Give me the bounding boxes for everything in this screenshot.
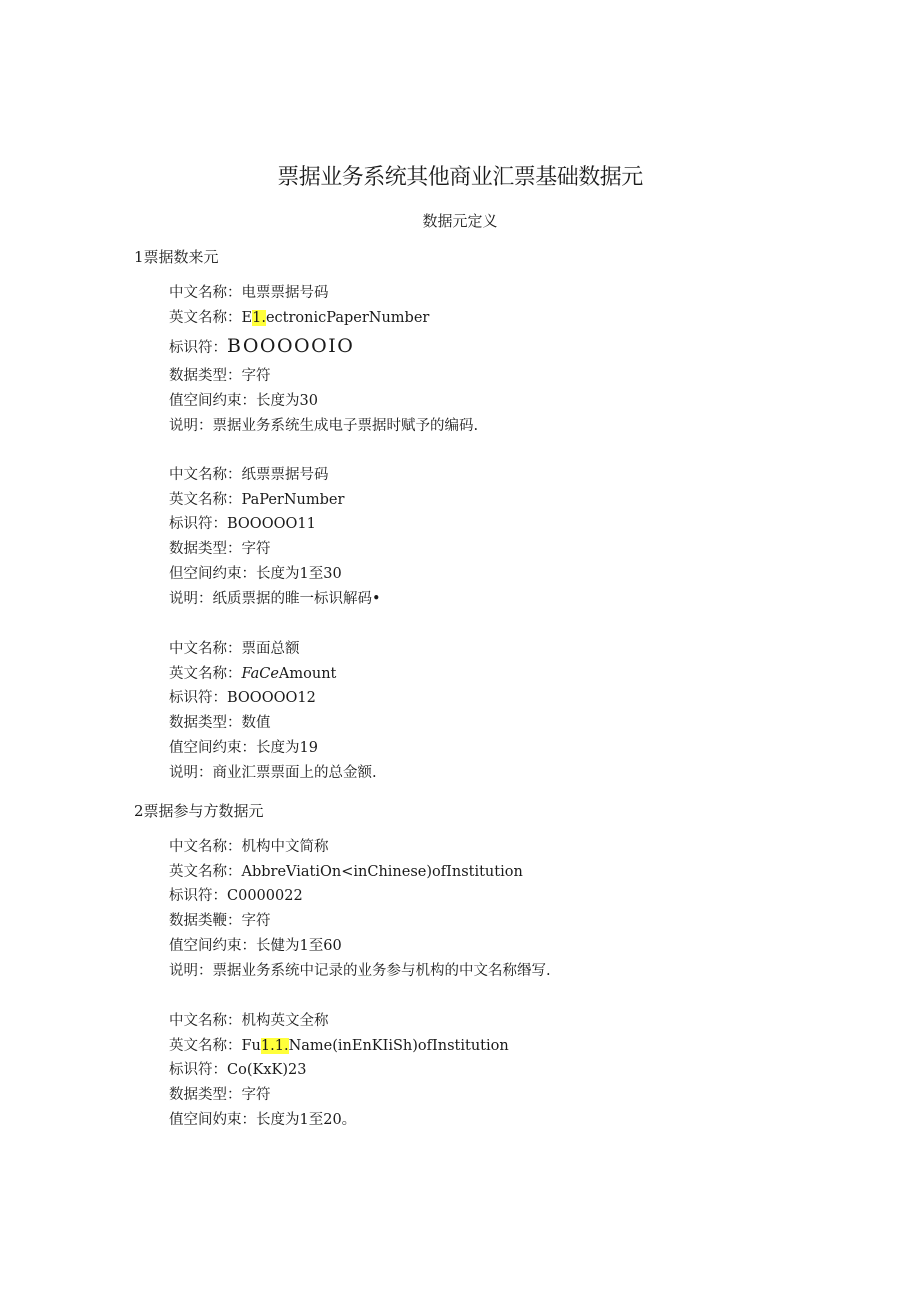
field-value: 机构英文全称 <box>241 1013 329 1029</box>
field-label: 中文名称： <box>169 467 242 483</box>
english-name-row <box>169 860 551 885</box>
field-value: 数值 <box>241 715 271 732</box>
field-label: 中文名称： <box>169 641 242 657</box>
field-label: 说明： <box>169 962 213 979</box>
english-name-row <box>169 662 377 687</box>
highlighted-text: 1. <box>252 309 266 326</box>
field-value: 字符 <box>241 1087 271 1104</box>
field-value: 长健为1至60 <box>256 937 342 954</box>
field-value: Fu <box>241 1037 261 1054</box>
data-element-entry <box>169 1009 509 1133</box>
field-value: 纸质票据的睢一标识解码• <box>212 590 381 607</box>
field-value: Name(inEnKIiSh)ofInstitution <box>288 1037 509 1054</box>
field-value: BOOOOOIO <box>227 335 355 358</box>
field-label: 值空间约束： <box>169 393 256 410</box>
data-type-row <box>169 1083 509 1108</box>
field-label: 但空间约束： <box>169 565 256 582</box>
field-label: 数据类型： <box>169 541 242 558</box>
field-value: BOOOOO12 <box>227 690 316 707</box>
field-label: 值空间妁束： <box>169 1111 256 1128</box>
field-value: C0000022 <box>227 888 303 905</box>
section-heading-2: 2票据参与方数据元 <box>134 802 264 820</box>
description-row <box>169 959 551 984</box>
identifier-row <box>169 686 377 711</box>
data-element-entry <box>169 835 551 983</box>
identifier-row <box>169 512 381 537</box>
identifier-row <box>169 884 551 909</box>
field-value: 商业汇票票面上的总金额. <box>212 764 377 781</box>
field-value: 长度为1至20。 <box>256 1111 357 1128</box>
field-label: 英文名称： <box>169 863 242 880</box>
field-value: Amount <box>278 665 337 682</box>
description-row <box>169 587 381 612</box>
chinese-name-row <box>169 637 377 662</box>
field-value: 长度为19 <box>256 739 318 756</box>
english-name-row <box>169 306 478 331</box>
field-value: 机构中文简称 <box>241 839 329 855</box>
field-label: 值空间约束： <box>169 937 256 954</box>
field-value: 票据业务系统中记录的业务参与机构的中文名称缗写. <box>212 962 551 979</box>
data-type-row <box>169 909 551 934</box>
field-label: 英文名称： <box>169 665 242 682</box>
field-label: 数据类鞭： <box>169 913 242 930</box>
field-label: 标识符： <box>169 888 227 905</box>
data-element-entry <box>169 637 377 785</box>
document-subtitle: 数据元定义 <box>422 212 498 230</box>
chinese-name-row <box>169 281 478 306</box>
english-name-row <box>169 488 381 513</box>
value-constraint-row <box>169 736 377 761</box>
field-value: BOOOOO11 <box>227 516 316 533</box>
field-label: 说明： <box>169 590 213 607</box>
english-name-row <box>169 1034 509 1059</box>
field-label: 说明： <box>169 417 213 434</box>
field-label: 数据类型： <box>169 715 242 732</box>
document-title: 票据业务系统其他商业汇票基础数据元 <box>277 165 643 190</box>
chinese-name-row <box>169 1009 509 1034</box>
field-label: 标识符： <box>169 690 227 707</box>
identifier-row <box>169 1058 509 1083</box>
field-label: 标识符： <box>169 340 227 357</box>
data-type-row <box>169 364 478 389</box>
field-label: 英文名称： <box>169 309 242 326</box>
field-label: 中文名称： <box>169 285 242 301</box>
value-constraint-row <box>169 1108 509 1133</box>
description-row <box>169 761 377 786</box>
field-label: 标识符： <box>169 1062 227 1079</box>
field-label: 中文名称： <box>169 839 242 855</box>
value-constraint-row <box>169 389 478 414</box>
chinese-name-row <box>169 835 551 860</box>
field-value: FaCe <box>241 665 279 682</box>
field-value: Co(KxK)23 <box>227 1062 307 1079</box>
description-row <box>169 414 478 439</box>
data-element-entry <box>169 463 381 611</box>
field-value: 票据业务系统生成电子票据时赋予的编码. <box>212 417 479 434</box>
data-type-row <box>169 711 377 736</box>
field-value: AbbreViatiOn<inChinese)ofInstitution <box>241 863 523 880</box>
field-value: ectronicPaperNumber <box>265 309 430 326</box>
field-label: 标识符： <box>169 516 227 533</box>
highlighted-text: 1.1. <box>260 1037 289 1054</box>
field-value: 长度为1至30 <box>256 565 342 582</box>
field-value: 字符 <box>241 541 271 558</box>
field-label: 值空间约束： <box>169 739 256 756</box>
field-value: 纸票票据号码 <box>241 467 329 483</box>
data-type-row <box>169 537 381 562</box>
value-constraint-row <box>169 562 381 587</box>
field-label: 英文名称： <box>169 491 242 508</box>
field-label: 数据类型： <box>169 1087 242 1104</box>
value-constraint-row <box>169 934 551 959</box>
field-value: E <box>241 309 253 326</box>
field-value: PaPerNumber <box>241 491 345 508</box>
field-value: 字符 <box>241 368 271 385</box>
field-label: 说明： <box>169 764 213 781</box>
section-heading-1: 1票据数来元 <box>134 248 219 266</box>
field-value: 字符 <box>241 913 271 930</box>
field-label: 中文名称： <box>169 1013 242 1029</box>
field-label: 英文名称： <box>169 1037 242 1054</box>
field-label: 数据类型： <box>169 368 242 385</box>
field-value: 票面总额 <box>241 641 300 657</box>
field-value: 长度为30 <box>256 393 318 410</box>
chinese-name-row <box>169 463 381 488</box>
identifier-row <box>169 330 478 364</box>
field-value: 电票票据号码 <box>241 285 329 301</box>
data-element-entry <box>169 281 478 439</box>
